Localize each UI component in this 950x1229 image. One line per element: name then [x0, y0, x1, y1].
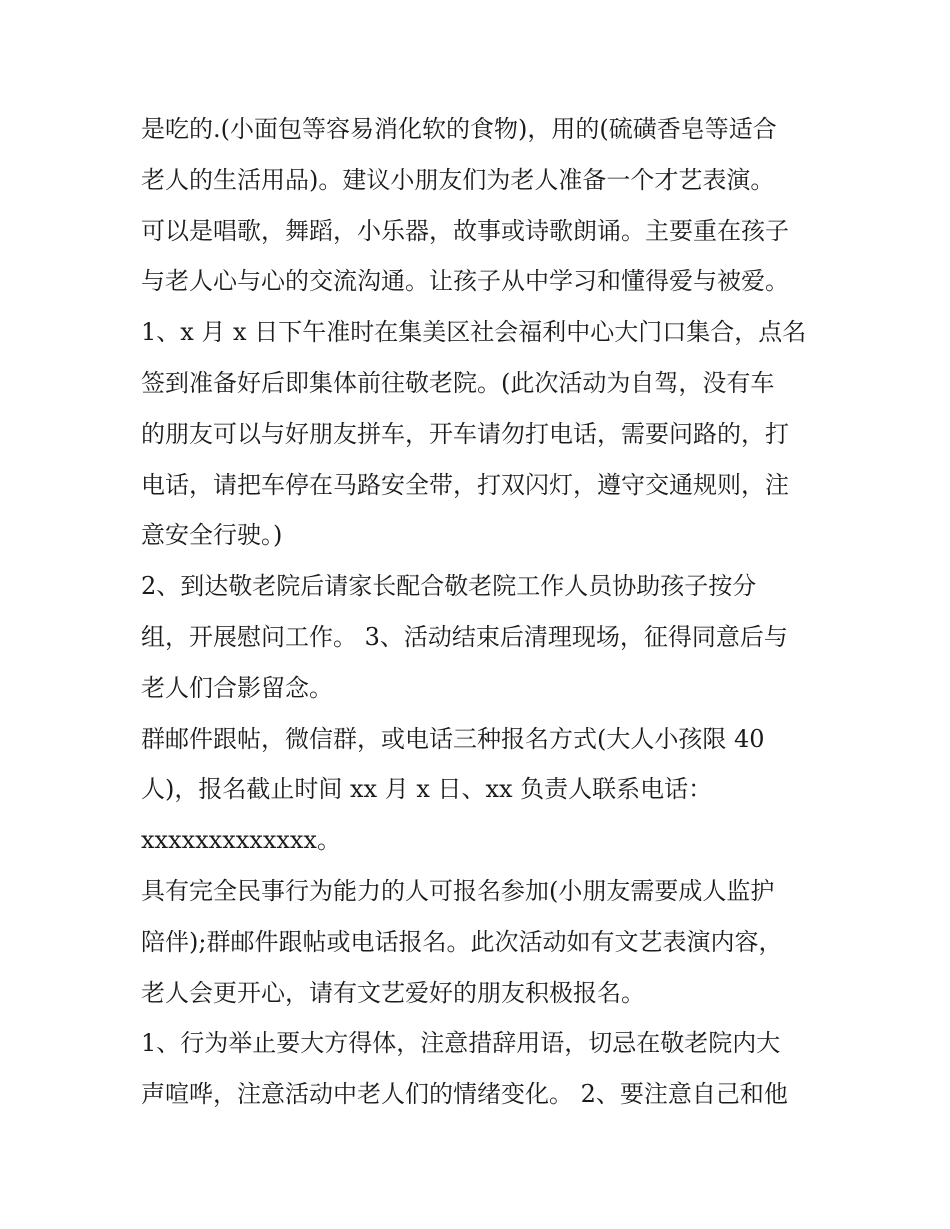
text-line: 声喧哗，注意活动中老人们的情绪变化。 2、要注意自己和他 — [141, 1080, 788, 1109]
text-line: 群邮件跟帖，微信群，或电话三种报名方式(大人小孩限 40 — [141, 724, 765, 753]
text-line: 具有完全民事行为能力的人可报名参加(小朋友需要成人监护 — [141, 876, 775, 905]
text-line: 1、x 月 x 日下午准时在集美区社会福利中心大门口集合，点名 — [141, 318, 807, 347]
text-line: 老人会更开心，请有文艺爱好的朋友积极报名。 — [141, 978, 645, 1007]
text-line: xxxxxxxxxxxxx。 — [141, 826, 341, 855]
text-line: 与老人心与心的交流沟通。让孩子从中学习和懂得爱与被爱。 — [141, 267, 789, 296]
text-line: 2、到达敬老院后请家长配合敬老院工作人员协助孩子按分 — [141, 572, 757, 601]
text-line: 签到准备好后即集体前往敬老院。(此次活动为自驾，没有车 — [141, 368, 775, 397]
text-line: 陪伴);群邮件跟帖或电话报名。此次活动如有文艺表演内容， — [141, 927, 783, 956]
text-line: 的朋友可以与好朋友拼车，开车请勿打电话，需要问路的，打 — [141, 419, 789, 448]
text-line: 可以是唱歌，舞蹈，小乐器，故事或诗歌朗诵。主要重在孩子 — [141, 216, 789, 245]
text-line: 人)，报名截止时间 xx 月 x 日、xx 负责人联系电话： — [141, 775, 713, 804]
body-text — [141, 104, 821, 1120]
text-line: 意安全行驶。) — [141, 521, 283, 550]
text-line: 组，开展慰问工作。 3、活动结束后清理现场，征得同意后与 — [141, 622, 788, 651]
text-line: 老人的生活用品)。建议小朋友们为老人准备一个才艺表演。 — [141, 165, 775, 194]
text-line: 老人们合影留念。 — [141, 673, 333, 702]
text-line: 1、行为举止要大方得体，注意措辞用语，切忌在敬老院内大 — [141, 1029, 781, 1058]
text-line: 是吃的.(小面包等容易消化软的食物)，用的(硫磺香皂等适合 — [141, 115, 777, 143]
text-line: 电话，请把车停在马路安全带，打双闪灯，遵守交通规则，注 — [141, 470, 789, 499]
